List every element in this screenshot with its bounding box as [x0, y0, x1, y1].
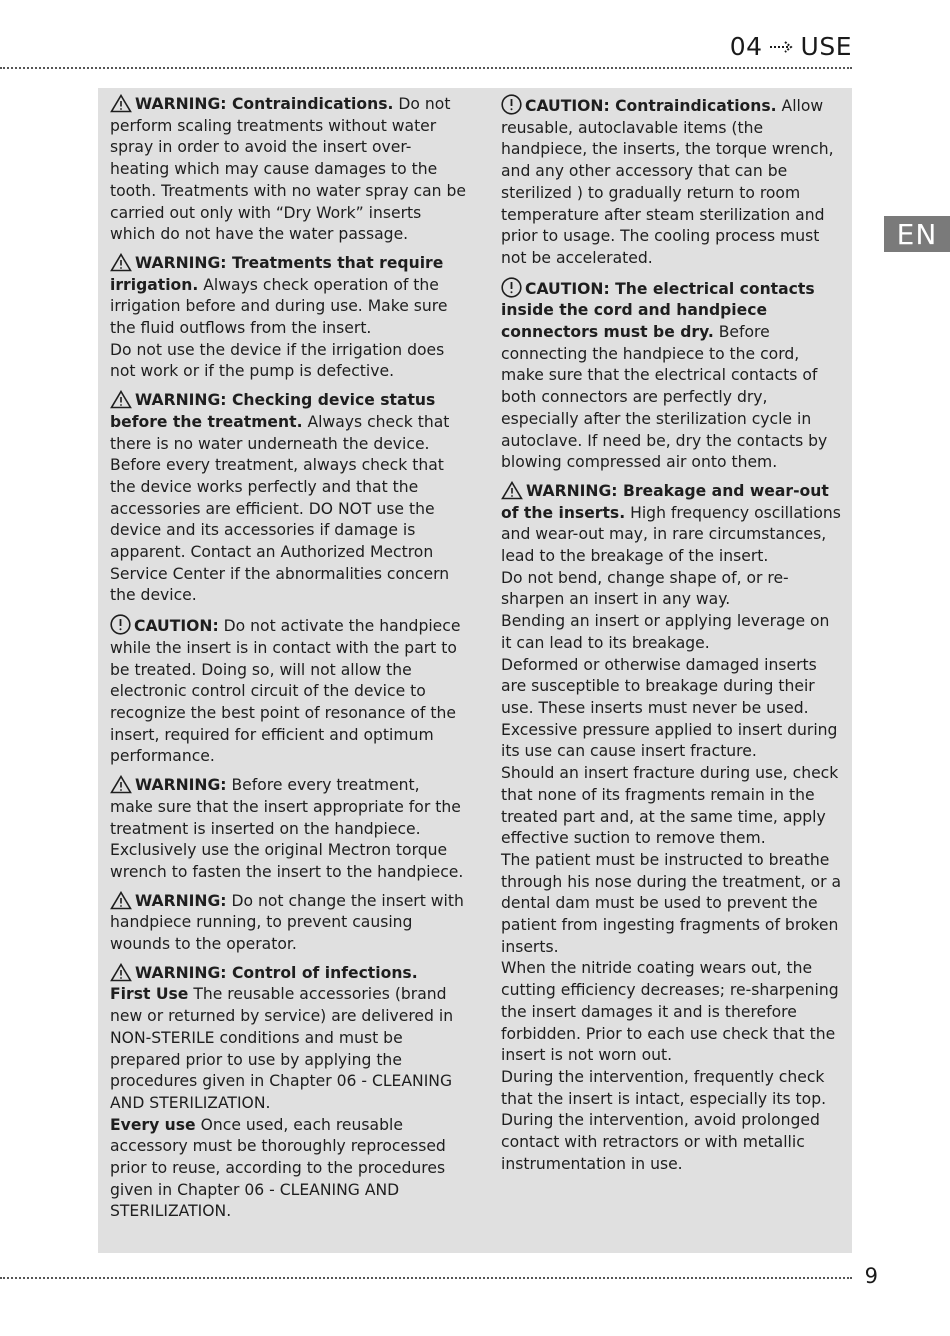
- notice-block: [501, 481, 843, 1176]
- notice-block: [110, 614, 466, 768]
- language-tab: EN: [884, 216, 950, 252]
- section-header: [730, 32, 852, 61]
- warning-triangle-icon: [501, 481, 523, 500]
- notice-paragraph: During the intervention, avoid prolonged contact with retractors or with metallic instrumentation in use.: [501, 1111, 820, 1173]
- notice-body: Always check operation of the irrigation before and during use. Make sure the fluid outflows from the insert.: [110, 275, 448, 338]
- warning-triangle-icon: [110, 390, 132, 409]
- notice-block: [110, 963, 466, 1223]
- notice-body: Do not change the insert with handpiece running, to prevent causing wounds to the operator.: [110, 891, 464, 954]
- notice-title: WARNING: Contraindications.: [135, 95, 394, 113]
- notice-paragraph: Excessive pressure applied to insert during its use can cause insert fracture.: [501, 720, 838, 761]
- notice-title: CAUTION: The electrical contacts inside the cord and handpiece connectors must be dry.: [501, 279, 815, 342]
- notice-title: WARNING: Treatments that require irrigation.: [110, 253, 444, 294]
- caution-circle-icon: [501, 277, 522, 298]
- notice-body: Always check that there is no water underneath the device. Before every treatment, always check that the device works perfectly and that the accessories are efficient. DO NOT use the device and its accessories if damage is apparent. Contact an Authorized Mectron Service Center if the abnormalities concern the device.: [110, 412, 450, 605]
- notice-body: Do not perform scaling treatments without water spray in order to avoid the insert over-heating which may cause damages to the tooth. Treatments with no water spray can be carried out only with “Dry Work” inserts which do not have the water passage.: [110, 95, 466, 244]
- notice-title: WARNING: Checking device status before the treatment.: [110, 391, 436, 431]
- subsection-title: First Use: [110, 985, 189, 1004]
- warning-triangle-icon: [110, 253, 132, 272]
- notice-block: [110, 253, 466, 383]
- left-column: [110, 94, 466, 1230]
- notice-body: Do not use the device if the irrigation does not work or if the pump is defective.: [110, 340, 445, 381]
- notice-body: Allow reusable, autoclavable items (the handpiece, the inserts, the torque wrench, and any other accessory that can be sterilized ) to gradually return to room temperature after steam sterilization and prior to usage. The cooling process must not be accelerated.: [501, 97, 834, 267]
- notice-body: High frequency oscillations and wear-out may, in rare circumstances, lead to the breakage of the insert.: [501, 503, 841, 566]
- right-column: [501, 94, 843, 1182]
- notice-block: [110, 94, 466, 246]
- notice-paragraph: Do not bend, change shape of, or re-sharpen an insert in any way.: [501, 568, 789, 609]
- caution-circle-icon: [110, 614, 131, 635]
- notice-title: WARNING:: [135, 776, 227, 795]
- notice-block: [110, 891, 466, 956]
- header-divider: [0, 67, 852, 69]
- subsection-title: Every use: [110, 1115, 196, 1134]
- notice-title: WARNING:: [135, 891, 227, 910]
- footer-divider: [0, 1277, 852, 1279]
- caution-circle-icon: [501, 94, 522, 115]
- notice-paragraph: Should an insert fracture during use, check that none of its fragments remain in the treated part and, at the same time, apply effective suction to remove them.: [501, 764, 839, 848]
- notice-paragraph: Bending an insert or applying leverage on it can lead to its breakage.: [501, 612, 830, 652]
- notice-block: [110, 390, 466, 607]
- notice-paragraph: During the intervention, frequently check that the insert is intact, especially its top.: [501, 1067, 827, 1108]
- notice-block: [501, 277, 843, 474]
- warning-triangle-icon: [110, 891, 132, 910]
- notice-title: WARNING: Control of infections.: [135, 963, 418, 982]
- notice-paragraph: Deformed or otherwise damaged inserts are susceptible to breakage during their use. These inserts must never be used.: [501, 655, 817, 717]
- section-title: USE: [800, 32, 852, 61]
- subsection-body: Once used, each reusable accessory must be thoroughly reprocessed prior to reuse, according to the procedures given in Chapter 06 - CLEANING AND STERILIZATION.: [110, 1115, 446, 1221]
- notice-title: CAUTION:: [134, 617, 219, 636]
- notice-body: Do not activate the handpiece while the insert is in contact with the part to be treated. Doing so, will not allow the electronic control circuit of the device to recognize the best point of resonance of the insert, required for efficient and optimum performance.: [110, 617, 461, 766]
- notice-title: WARNING: Breakage and wear-out of the inserts.: [501, 481, 829, 522]
- subsection-body: The reusable accessories (brand new or returned by service) are delivered in NON-STERILE conditions and must be prepared prior to use by applying the procedures given in Chapter 06 - CLEANING AND STERILIZATION.: [110, 985, 454, 1112]
- dotted-arrow-icon: [769, 39, 795, 55]
- notice-paragraph: When the nitride coating wears out, the cutting efficiency decreases; re-sharpening the insert damages it and is therefore forbidden. Prior to each use check that the insert is not worn out.: [501, 959, 839, 1065]
- notice-body: Before every treatment, make sure that the insert appropriate for the treatment is inserted on the handpiece. Exclusively use the original Mectron torque wrench to fasten the insert to the handpiece.: [110, 776, 464, 881]
- notice-title: CAUTION: Contraindications.: [525, 97, 777, 115]
- section-number: 04: [729, 32, 763, 61]
- notice-paragraph: The patient must be instructed to breathe through his nose during the treatment, or a dental dam must be used to prevent the patient from ingesting fragments of broken inserts.: [501, 850, 842, 956]
- notice-block: [501, 94, 843, 270]
- warning-triangle-icon: [110, 94, 132, 113]
- notice-body: Before connecting the handpiece to the cord, make sure that the electrical contacts of both connectors are perfectly dry, especially after the sterilization cycle in autoclave. If need be, dry the contacts by blowing compressed air onto them.: [501, 323, 828, 472]
- page-number: 9: [864, 1264, 878, 1288]
- warning-triangle-icon: [110, 963, 132, 982]
- notice-block: [110, 775, 466, 884]
- warning-triangle-icon: [110, 775, 132, 794]
